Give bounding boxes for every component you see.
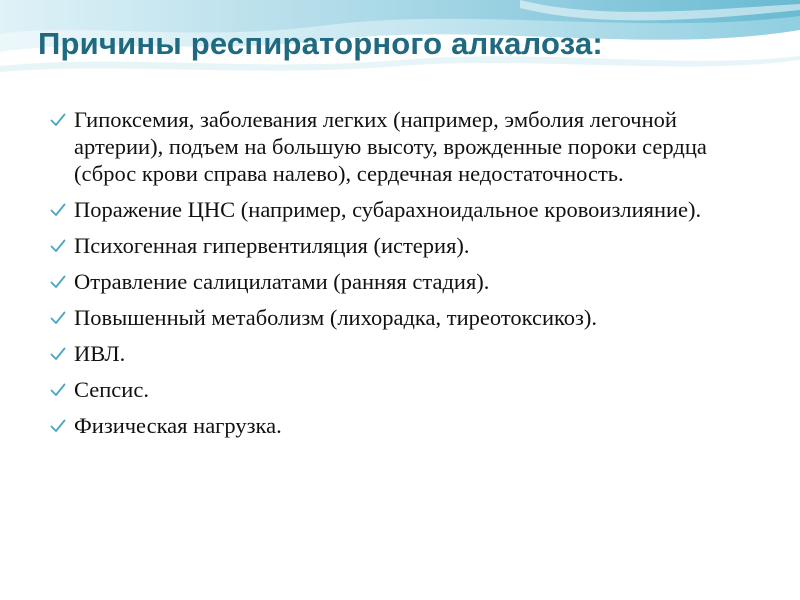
bullet-text: Гипоксемия, заболевания легких (например, эмболия легочной артерии), подъем на большую высоту, врожденные пороки сердца (сброс крови справа налево), сердечная недостаточность. (74, 107, 707, 186)
checkmark-icon (50, 239, 66, 253)
slide-title: Причины респираторного алкалоза: (38, 26, 603, 61)
bullet-item (48, 196, 768, 223)
bullet-text: Повышенный метаболизм (лихорадка, тиреотоксикоз). (74, 305, 598, 330)
checkmark-icon (50, 383, 66, 397)
bullet-item (48, 412, 768, 439)
bullet-text: Психогенная гипервентиляция (истерия). (74, 233, 470, 258)
bullet-list (48, 106, 768, 448)
checkmark-icon (50, 419, 66, 433)
bullet-text: ИВЛ. (74, 341, 126, 366)
bullet-text: Поражение ЦНС (например, субарахноидальное кровоизлияние). (74, 197, 702, 222)
checkmark-icon (50, 275, 66, 289)
checkmark-icon (50, 347, 66, 361)
bullet-item (48, 376, 768, 403)
checkmark-icon (50, 311, 66, 325)
bullet-text: Физическая нагрузка. (74, 413, 282, 438)
bullet-item (48, 304, 768, 331)
bullet-item (48, 232, 768, 259)
checkmark-icon (50, 113, 66, 127)
bullet-text: Отравление салицилатами (ранняя стадия). (74, 269, 490, 294)
checkmark-icon (50, 203, 66, 217)
bullet-text: Сепсис. (74, 377, 149, 402)
bullet-item (48, 106, 768, 187)
bullet-item (48, 340, 768, 367)
bullet-item (48, 268, 768, 295)
